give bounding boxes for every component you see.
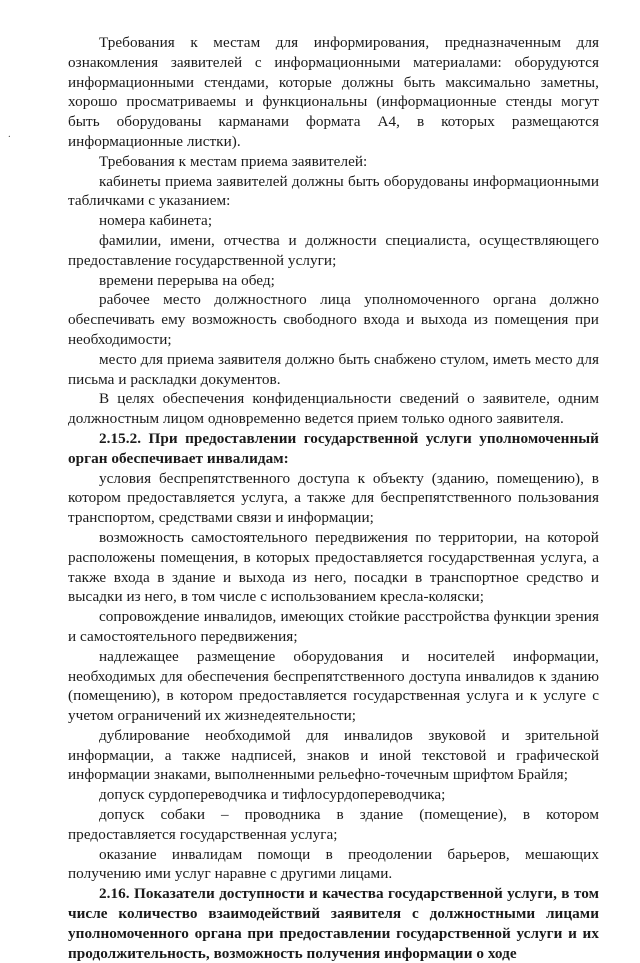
paragraph: дублирование необходимой для инвалидов звуковой и зрительной информации, а также надписей, знаков и иной текстовой и графической информации знаками, выполненными рельефно-точечным шрифтом Брайля;	[68, 726, 599, 784]
paragraph: место для приема заявителя должно быть снабжено стулом, иметь место для письма и раскладки документов.	[68, 350, 599, 388]
paragraph: Требования к местам для информирования, предназначенным для ознакомления заявителей с информационными материалами: оборудуются информационными стендами, которые должны быть максимально заметны, хорошо просматриваемы и функциональны (информационные стенды могут быть оборудованы карманами формата А4, в которых размещаются информационные листки).	[68, 34, 599, 150]
paragraph: фамилии, имени, отчества и должности специалиста, осуществляющего предоставление государственной услуги;	[68, 231, 599, 269]
paragraph: условия беспрепятственного доступа к объекту (зданию, помещению), в котором предоставляется услуга, а также для беспрепятственного пользования транспортом, средствами связи и информации;	[68, 469, 599, 527]
document-body	[68, 33, 599, 963]
paragraph: сопровождение инвалидов, имеющих стойкие расстройства функции зрения и самостоятельного передвижения;	[68, 608, 599, 645]
paragraph: рабочее место должностного лица уполномоченного органа должно обеспечивать ему возможность свободного входа и выхода из помещения при необходимости;	[68, 291, 599, 348]
section-heading: 2.15.2. При предоставлении государственной услуги уполномоченный орган обеспечивает инвалидам:	[68, 429, 599, 467]
paragraph: допуск сурдопереводчика и тифлосурдопереводчика;	[99, 786, 446, 804]
paragraph: оказание инвалидам помощи в преодолении барьеров, мешающих получению ими услуг наравне с другими лицами.	[68, 845, 599, 883]
paragraph: В целях обеспечения конфиденциальности сведений о заявителе, одним должностным лицом одновременно ведется прием только одного заявителя.	[68, 390, 599, 428]
paragraph: надлежащее размещение оборудования и носителей информации, необходимых для обеспечения беспрепятственного доступа инвалидов к зданию (помещению), в котором предоставляется государственная услуга и к услуге с учетом ограничений их жизнедеятельности;	[68, 647, 599, 725]
paragraph: Требования к местам приема заявителей:	[99, 152, 368, 170]
paragraph: кабинеты приема заявителей должны быть оборудованы информационными табличками с указанием:	[68, 172, 599, 210]
paragraph: времени перерыва на обед;	[99, 271, 275, 289]
paragraph: допуск собаки – проводника в здание (помещение), в котором предоставляется государственная услуга;	[68, 806, 599, 843]
paragraph: возможность самостоятельного передвижения по территории, на которой расположены помещения, в которых предоставляется государственная услуга, а также входа в здание и выхода из него, посадки в транспортное средство и высадки из него, в том числе с использованием кресла-коляски;	[68, 528, 599, 606]
section-heading: 2.16. Показатели доступности и качества государственной услуги, в том числе количество взаимодействий заявителя с должностными лицами уполномоченного органа при предоставлении государственной услуги и их продолжительность, возможность получения информации о ходе	[68, 885, 599, 962]
paragraph: номера кабинета;	[99, 212, 213, 230]
margin-mark: .	[8, 128, 11, 140]
